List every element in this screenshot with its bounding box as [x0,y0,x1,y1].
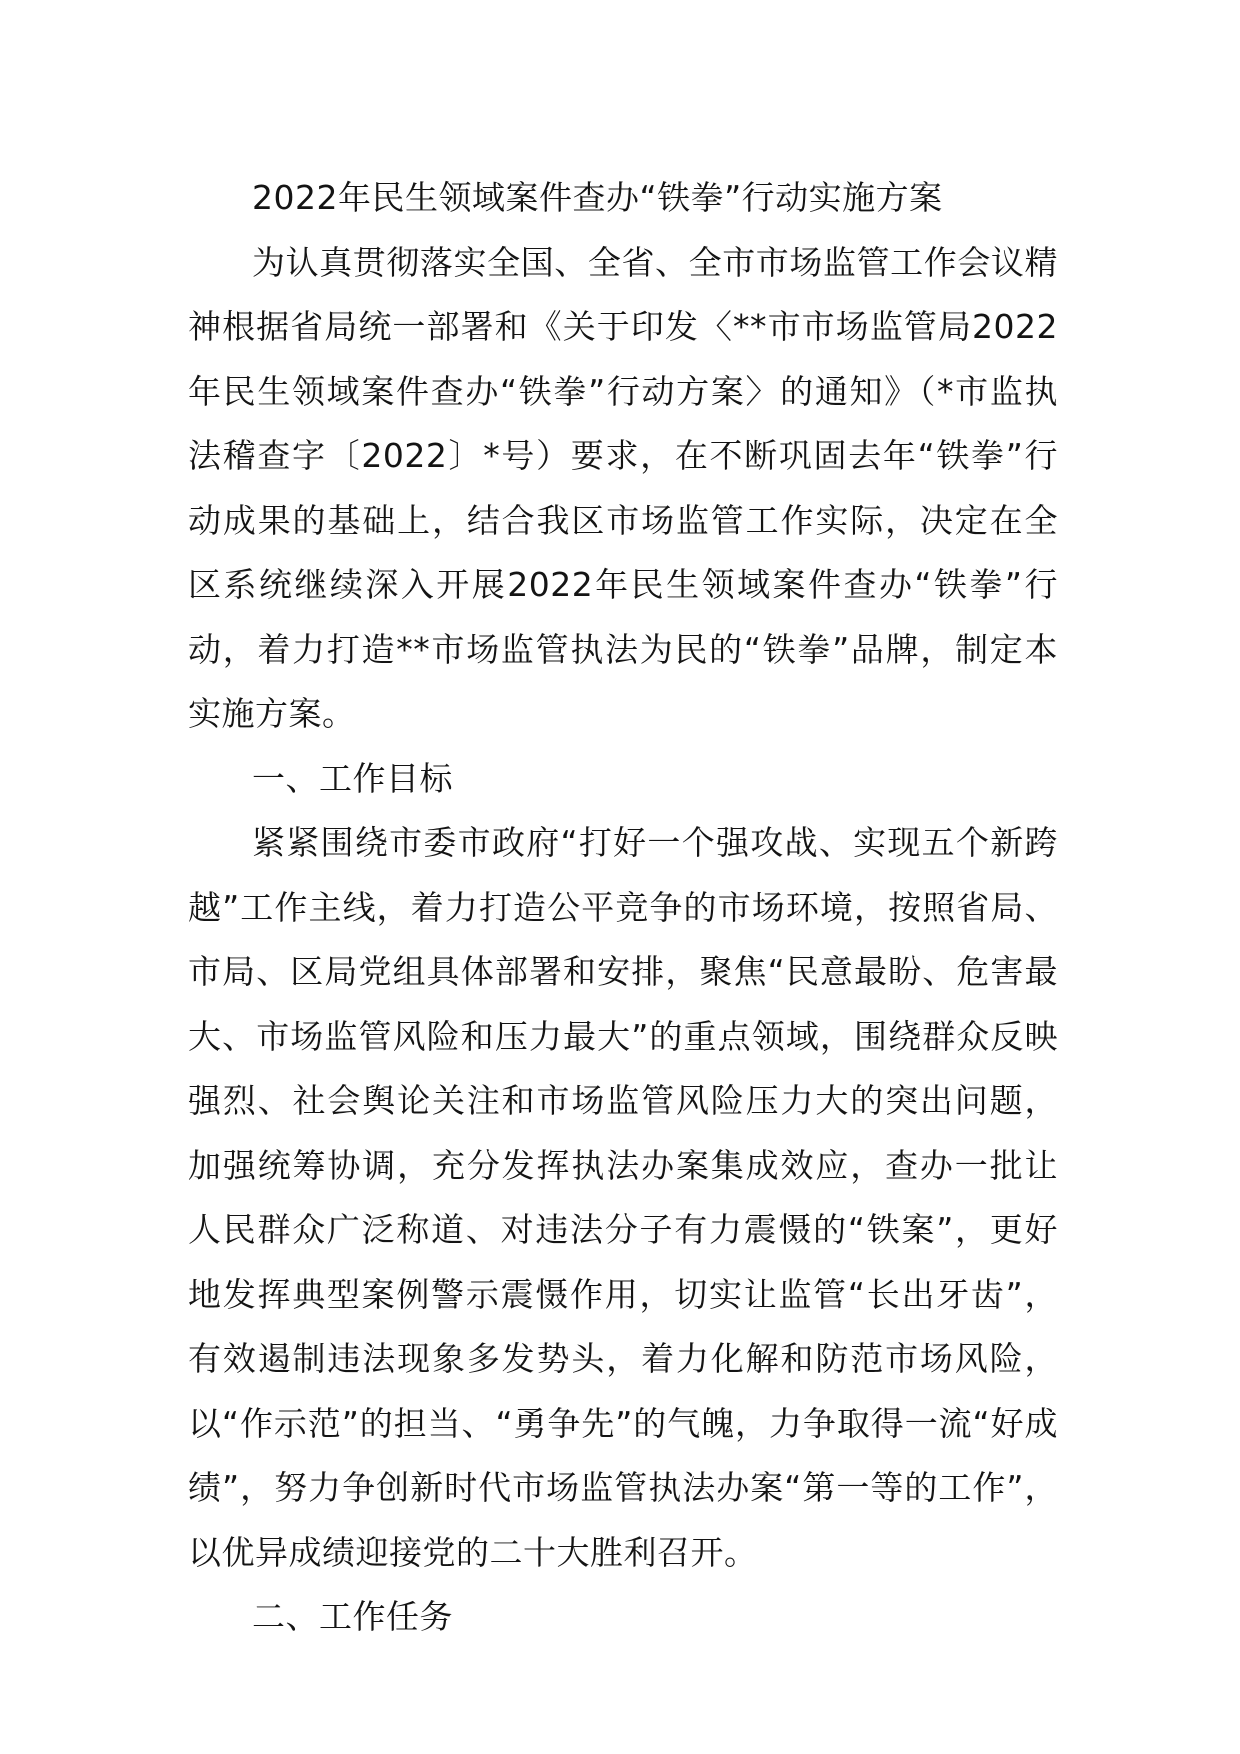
document-body [188,166,1058,1650]
section-heading-tasks: 二、工作任务 [252,1597,453,1636]
section-heading-goals: 一、工作目标 [252,758,453,798]
goals-paragraph: 紧紧围绕市委市政府“打好一个强攻战、实现五个新跨越”工作主线，着力打造公平竞争的市场环境，按照省局、市局、区局党组具体部署和安排，聚焦“民意最盼、危害最大、市场监管风险和压力最大”的重点领域，围绕群众反映强烈、社会舆论关注和市场监管风险压力大的突出问题，加强统筹协调，充分发挥执法办案集成效应，查办一批让人民群众广泛称道、对违法分子有力震慑的“铁案”，更好地发挥典型案例警示震慑作用，切实让监管“长出牙齿”，有效遏制违法现象多发势头，着力化解和防范市场风险，以“作示范”的担当、“勇争先”的气魄，力争取得一流“好成绩”，努力争创新时代市场监管执法办案“第一等的工作”，以优异成绩迎接党的二十大胜利召开。 [188,823,1058,1572]
document-title: 2022年民生领域案件查办“铁拳”行动实施方案 [252,178,943,217]
intro-paragraph: 为认真贯彻落实全国、全省、全市市场监管工作会议精神根据省局统一部署和《关于印发〈**市市场监管局2022年民生领域案件查办“铁拳”行动方案〉的通知》（*市监执法稽查字〔2022〕*号）要求，在不断巩固去年“铁拳”行动成果的基础上，结合我区市场监管工作实际，决定在全区系统继续深入开展2022年民生领域案件查办“铁拳”行动，着力打造**市场监管执法为民的“铁拳”品牌，制定本实施方案。 [188,242,1058,733]
